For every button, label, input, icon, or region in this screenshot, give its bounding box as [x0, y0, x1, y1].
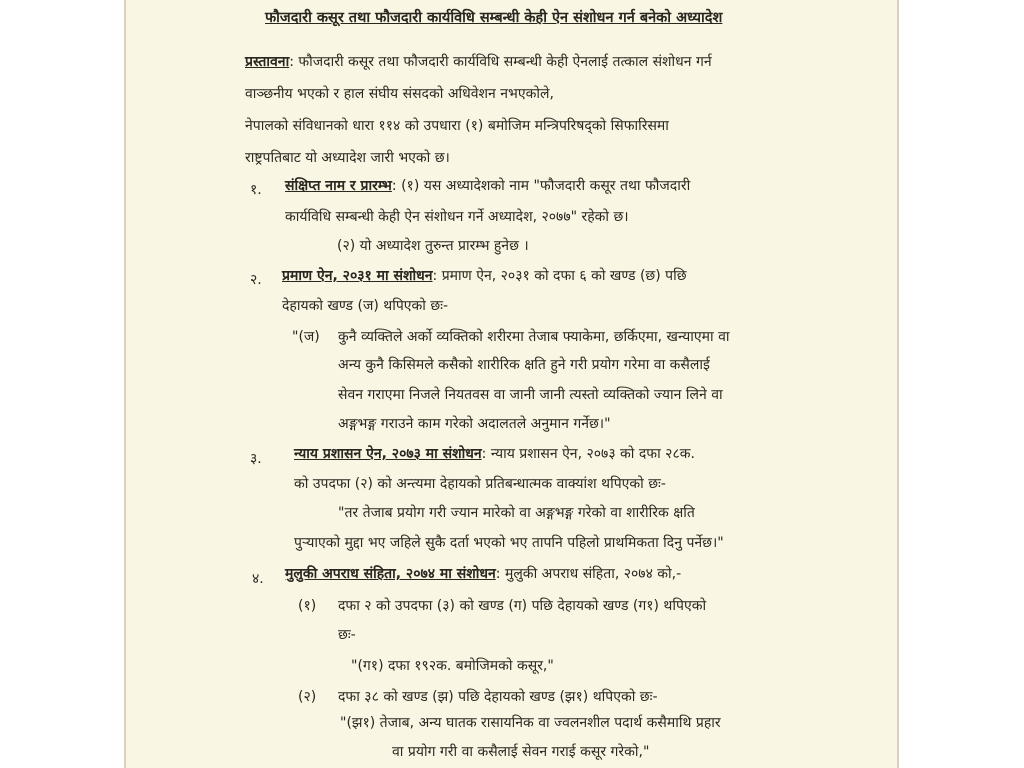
section-4-sub-2-number: (२): [298, 689, 317, 705]
preamble-line-4: राष्ट्रपतिबाट यो अध्यादेश जारी भएको छ।: [245, 150, 450, 166]
section-2-clause-label: "(ज): [292, 329, 320, 345]
section-1-heading: संक्षिप्त नाम र प्रारम्भ: [285, 178, 392, 194]
section-3-quote-2: पुऱ्याएको मुद्दा भए जहिले सुकै दर्ता भएको भए तापनि पहिलो प्राथमिकता दिनु पर्नेछ।": [294, 535, 724, 551]
section-2-number: २.: [250, 272, 262, 288]
section-2-text-1: : प्रमाण ऐन, २०३१ को दफा ६ को खण्ड (छ) पछि: [432, 268, 687, 284]
section-1-line-3: (२) यो अध्यादेश तुरुन्त प्रारम्भ हुनेछ ।: [337, 238, 529, 254]
section-4-line-1: [285, 564, 681, 584]
section-4-heading: मुलुकी अपराध संहिता, २०७४ मा संशोधन: [285, 566, 496, 582]
section-3-line-2: को उपदफा (२) को अन्त्यमा देहायको प्रतिबन्धात्मक वाक्यांश थपिएको छः-: [294, 476, 666, 492]
page-edge-right: [897, 0, 899, 768]
section-3-quote-1: "तर तेजाब प्रयोग गरी ज्यान मारेको वा अङ्गभङ्ग गरेको वा शारीरिक क्षति: [338, 505, 695, 521]
document-title: फौजदारी कसूर तथा फौजदारी कार्यविधि सम्बन्धी केही ऐन संशोधन गर्न बनेको अध्यादेश: [265, 10, 723, 26]
section-2-quote-4: अङ्गभङ्ग गराउने काम गरेको अदालतले अनुमान गर्नेछ।": [338, 416, 611, 432]
section-1-line-2: कार्यविधि सम्बन्धी केही ऐन संशोधन गर्ने अध्यादेश, २०७७" रहेको छ।: [285, 209, 629, 225]
section-2-heading: प्रमाण ऐन, २०३१ मा संशोधन: [282, 268, 433, 284]
section-3-heading: न्याय प्रशासन ऐन, २०७३ मा संशोधन: [294, 446, 482, 462]
section-4-sub-1-quote: "(ग१) दफा १९२क. बमोजिमको कसूर,": [351, 658, 554, 674]
section-2-line-1: [282, 266, 687, 286]
document-page: [124, 0, 899, 768]
section-2-quote-2: अन्य कुनै किसिमले कसैको शारीरिक क्षति हुने गरी प्रयोग गरेमा वा कसैलाई: [338, 357, 710, 373]
preamble-line-2: वाञ्छनीय भएको र हाल संघीय संसदको अधिवेशन नभएकोले,: [245, 86, 554, 102]
section-1-number: १.: [250, 182, 262, 198]
section-4-sub-1-number: (१): [298, 598, 317, 614]
section-1-line-1: [285, 176, 690, 196]
section-3-number: ३.: [250, 451, 262, 467]
preamble-line-1: [245, 52, 712, 72]
section-3-text-1: : न्याय प्रशासन ऐन, २०७३ को दफा २८क.: [481, 446, 695, 462]
section-4-sub-1-line-2: छः-: [338, 627, 356, 643]
preamble-line-3: नेपालको संविधानको धारा ११४ को उपधारा (१) बमोजिम मन्त्रिपरिषद्को सिफारिसमा: [245, 118, 669, 134]
preamble-label: प्रस्तावना: [245, 54, 290, 70]
section-4-number: ४.: [252, 571, 264, 587]
section-2-quote-3: सेवन गराएमा निजले नियतवस वा जानी जानी त्यस्तो व्यक्तिको ज्यान लिने वा: [338, 387, 723, 403]
section-4-sub-2-quote-2: वा प्रयोग गरी वा कसैलाई सेवन गराई कसूर गरेको,": [392, 744, 650, 760]
page-edge-left: [124, 0, 126, 768]
preamble-text-1: : फौजदारी कसूर तथा फौजदारी कार्यविधि सम्बन्धी केही ऐनलाई तत्काल संशोधन गर्न: [289, 54, 712, 70]
section-4-sub-1-line-1: दफा २ को उपदफा (३) को खण्ड (ग) पछि देहायको खण्ड (ग१) थपिएको: [338, 598, 707, 614]
section-2-quote-1: कुनै व्यक्तिले अर्को व्यक्तिको शरीरमा तेजाब फ्याकेमा, छर्किएमा, खन्याएमा वा: [338, 329, 730, 345]
section-1-text-1: : (१) यस अध्यादेशको नाम "फौजदारी कसूर तथा फौजदारी: [391, 178, 691, 194]
section-4-text-1: : मुलुकी अपराध संहिता, २०७४ को,-: [495, 566, 682, 582]
section-3-line-1: [294, 444, 695, 464]
section-4-sub-2-line-1: दफा ३८ को खण्ड (झ) पछि देहायको खण्ड (झ१) थपिएको छः-: [338, 689, 658, 705]
section-4-sub-2-quote-1: "(झ१) तेजाब, अन्य घातक रासायनिक वा ज्वलनशील पदार्थ कसैमाथि प्रहार: [340, 715, 721, 731]
section-2-line-2: देहायको खण्ड (ज) थपिएको छः-: [282, 298, 449, 314]
